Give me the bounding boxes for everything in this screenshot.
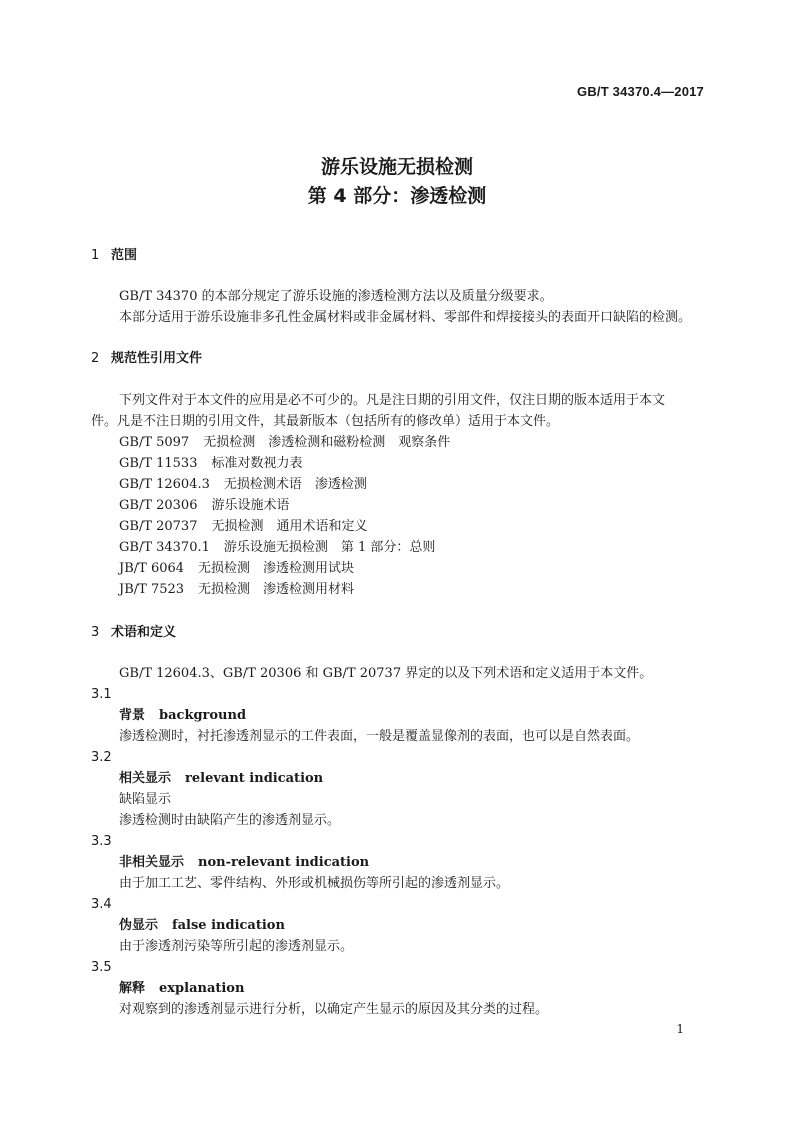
clause-number: 3.3 [91,834,112,849]
term-chinese: 伪显示 [119,918,159,933]
clause-number: 3.4 [91,897,112,912]
section-number: 1 [91,248,100,263]
reference-code: JB/T 7523 [119,582,185,597]
term-chinese: 解释 [119,981,146,996]
term-definition: 渗透检测时，衬托渗透剂显示的工件表面，一般是覆盖显像剂的表面，也可以是自然表面。 [119,729,640,744]
paragraph: GB/T 34370 的本部分规定了游乐设施的渗透检测方法以及质量分级要求。 [119,289,553,304]
reference-name: 游乐设施术语 [211,498,290,513]
section-title: 规范性引用文件 [111,351,203,366]
reference-code: GB/T 5097 [119,435,190,450]
reference-item [119,538,435,558]
section-number: 3 [91,625,100,640]
document-title: 游乐设施无损检测 [320,156,473,178]
term-entry [119,853,369,873]
term-english: background [159,708,247,723]
reference-name: 无损检测 渗透检测和磁粉检测 观察条件 [203,435,451,450]
standard-code: GB/T 34370.4—2017 [577,84,704,99]
paragraph-continuation: 件。凡是不注日期的引用文件，其最新版本（包括所有的修改单）适用于本文件。 [91,414,560,429]
section-title: 术语和定义 [111,625,177,640]
reference-item [119,454,303,474]
section-number: 2 [91,351,100,366]
reference-code: GB/T 12604.3 [119,477,210,492]
term-definition: 由于加工工艺、零件结构、外形或机械损伤等所引起的渗透剂显示。 [119,876,510,891]
reference-code: GB/T 20737 [119,519,198,534]
term-english: explanation [159,981,245,996]
term-entry [119,916,285,936]
reference-item [119,433,450,453]
term-chinese: 相关显示 [119,771,172,786]
clause-number: 3.2 [91,750,112,765]
clause-number: 3.5 [91,960,112,975]
reference-code: GB/T 20306 [119,498,198,513]
section-heading-terms [91,623,176,643]
reference-name: 无损检测术语 渗透检测 [223,477,367,492]
reference-code: JB/T 6064 [119,561,185,576]
reference-name: 无损检测 通用术语和定义 [211,519,368,534]
term-entry [119,706,246,726]
reference-item [119,580,354,600]
document-subtitle: 第 4 部分：渗透检测 [307,185,487,207]
term-chinese: 非相关显示 [119,855,185,870]
page-number: 1 [676,1022,684,1036]
term-definition: 对观察到的渗透剂显示进行分析，以确定产生显示的原因及其分类的过程。 [119,1002,549,1017]
term-entry [119,979,244,999]
section-heading-normative-references [91,349,202,369]
reference-item [119,496,290,516]
term-chinese: 背景 [119,708,146,723]
term-synonym: 缺陷显示 [119,792,172,807]
paragraph: GB/T 12604.3、GB/T 20306 和 GB/T 20737 界定的以及下列术语和定义适用于本文件。 [119,666,653,681]
term-definition: 由于渗透剂污染等所引起的渗透剂显示。 [119,939,354,954]
reference-code: GB/T 11533 [119,456,198,471]
reference-name: 无损检测 渗透检测用试块 [198,561,355,576]
term-english: non-relevant indication [198,855,370,870]
paragraph: 本部分适用于游乐设施非多孔性金属材料或非金属材料、零部件和焊接接头的表面开口缺陷的检测。 [119,310,692,325]
paragraph: 下列文件对于本文件的应用是必不可少的。凡是注日期的引用文件，仅注日期的版本适用于本文 [119,393,666,408]
term-english: relevant indication [185,771,324,786]
reference-name: 标准对数视力表 [211,456,303,471]
reference-item [119,475,367,495]
section-heading-scope [91,246,137,266]
reference-code: GB/T 34370.1 [119,540,210,555]
section-title: 范围 [111,248,138,263]
term-definition: 渗透检测时由缺陷产生的渗透剂显示。 [119,813,341,828]
term-english: false indication [172,918,285,933]
term-entry [119,769,323,789]
reference-item [119,517,368,537]
reference-item [119,559,354,579]
clause-number: 3.1 [91,687,112,702]
reference-name: 游乐设施无损检测 第 1 部分：总则 [223,540,436,555]
reference-name: 无损检测 渗透检测用材料 [198,582,355,597]
